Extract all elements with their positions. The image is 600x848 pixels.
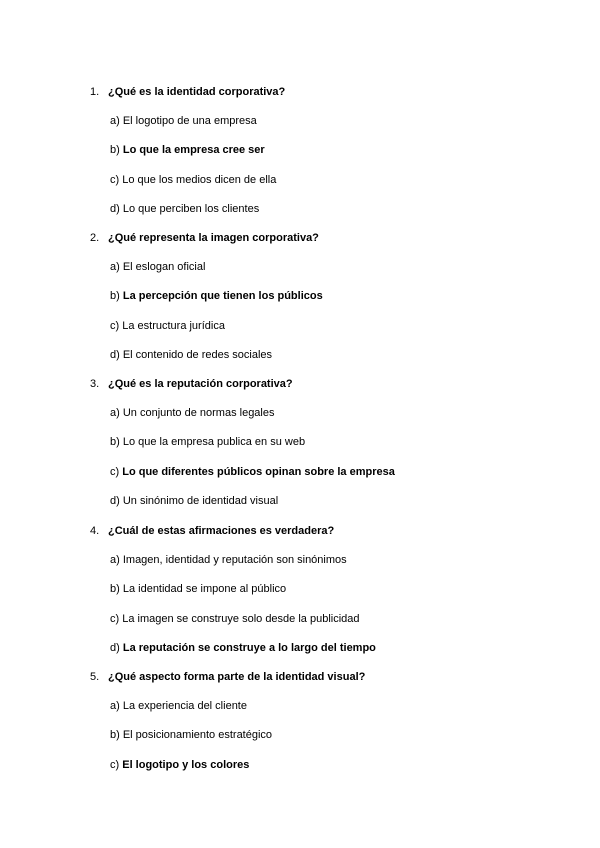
option-letter: d)	[110, 495, 120, 507]
option-letter: a)	[110, 700, 120, 712]
option-text: La imagen se construye solo desde la publicidad	[122, 613, 360, 625]
option-letter: b)	[110, 436, 120, 448]
option-text: Lo que perciben los clientes	[122, 203, 260, 215]
question-heading	[90, 524, 334, 538]
option-letter: a)	[110, 554, 120, 566]
option-text-correct: Lo que la empresa cree ser	[122, 144, 265, 156]
option-text: La estructura jurídica	[122, 320, 225, 332]
answer-option	[110, 348, 272, 362]
answer-option	[110, 143, 265, 157]
option-text: El posicionamiento estratégico	[122, 729, 273, 741]
question-heading	[90, 670, 365, 684]
option-text-correct: El logotipo y los colores	[122, 759, 250, 771]
question-text: ¿Qué aspecto forma parte de la identidad visual?	[108, 671, 366, 683]
option-text-correct: La percepción que tienen los públicos	[122, 290, 323, 302]
answer-option	[110, 494, 278, 508]
option-text: El eslogan oficial	[122, 261, 206, 273]
option-letter: a)	[110, 407, 120, 419]
option-letter: c)	[110, 759, 120, 771]
answer-option	[110, 202, 259, 216]
answer-option	[110, 758, 249, 772]
answer-option	[110, 553, 347, 567]
option-text: Un sinónimo de identidad visual	[122, 495, 279, 507]
option-letter: c)	[110, 320, 120, 332]
question-text: ¿Qué es la reputación corporativa?	[108, 378, 293, 390]
question-text: ¿Qué es la identidad corporativa?	[108, 86, 286, 98]
question-number: 4.	[90, 525, 100, 537]
option-text-correct: Lo que diferentes públicos opinan sobre la empresa	[122, 466, 395, 478]
question-number: 5.	[90, 671, 100, 683]
option-letter: b)	[110, 729, 120, 741]
option-letter: c)	[110, 613, 120, 625]
answer-option	[110, 406, 275, 420]
answer-option	[110, 582, 286, 596]
answer-option	[110, 114, 257, 128]
option-letter: b)	[110, 144, 120, 156]
option-text: La identidad se impone al público	[122, 583, 287, 595]
option-letter: c)	[110, 466, 120, 478]
option-text: Un conjunto de normas legales	[122, 407, 275, 419]
option-letter: a)	[110, 115, 120, 127]
option-text-correct: La reputación se construye a lo largo del tiempo	[122, 642, 376, 654]
option-text: Lo que la empresa publica en su web	[122, 436, 306, 448]
option-letter: d)	[110, 642, 120, 654]
answer-option	[110, 260, 205, 274]
question-number: 2.	[90, 232, 100, 244]
answer-option	[110, 319, 225, 333]
answer-option	[110, 699, 247, 713]
option-letter: c)	[110, 174, 120, 186]
option-text: Lo que los medios dicen de ella	[122, 174, 277, 186]
question-heading	[90, 377, 293, 391]
answer-option	[110, 435, 305, 449]
option-text: Imagen, identidad y reputación son sinónimos	[122, 554, 347, 566]
question-heading	[90, 231, 319, 245]
option-text: El contenido de redes sociales	[122, 349, 273, 361]
option-text: La experiencia del cliente	[122, 700, 247, 712]
option-letter: b)	[110, 583, 120, 595]
answer-option	[110, 173, 276, 187]
answer-option	[110, 289, 323, 303]
option-text: El logotipo de una empresa	[122, 115, 257, 127]
option-letter: b)	[110, 290, 120, 302]
answer-option	[110, 641, 376, 655]
question-text: ¿Qué representa la imagen corporativa?	[108, 232, 319, 244]
answer-option	[110, 612, 360, 626]
question-number: 1.	[90, 86, 100, 98]
answer-option	[110, 465, 395, 479]
option-letter: d)	[110, 203, 120, 215]
question-text: ¿Cuál de estas afirmaciones es verdadera?	[108, 525, 335, 537]
option-letter: a)	[110, 261, 120, 273]
answer-option	[110, 728, 272, 742]
question-number: 3.	[90, 378, 100, 390]
option-letter: d)	[110, 349, 120, 361]
question-heading	[90, 85, 285, 99]
